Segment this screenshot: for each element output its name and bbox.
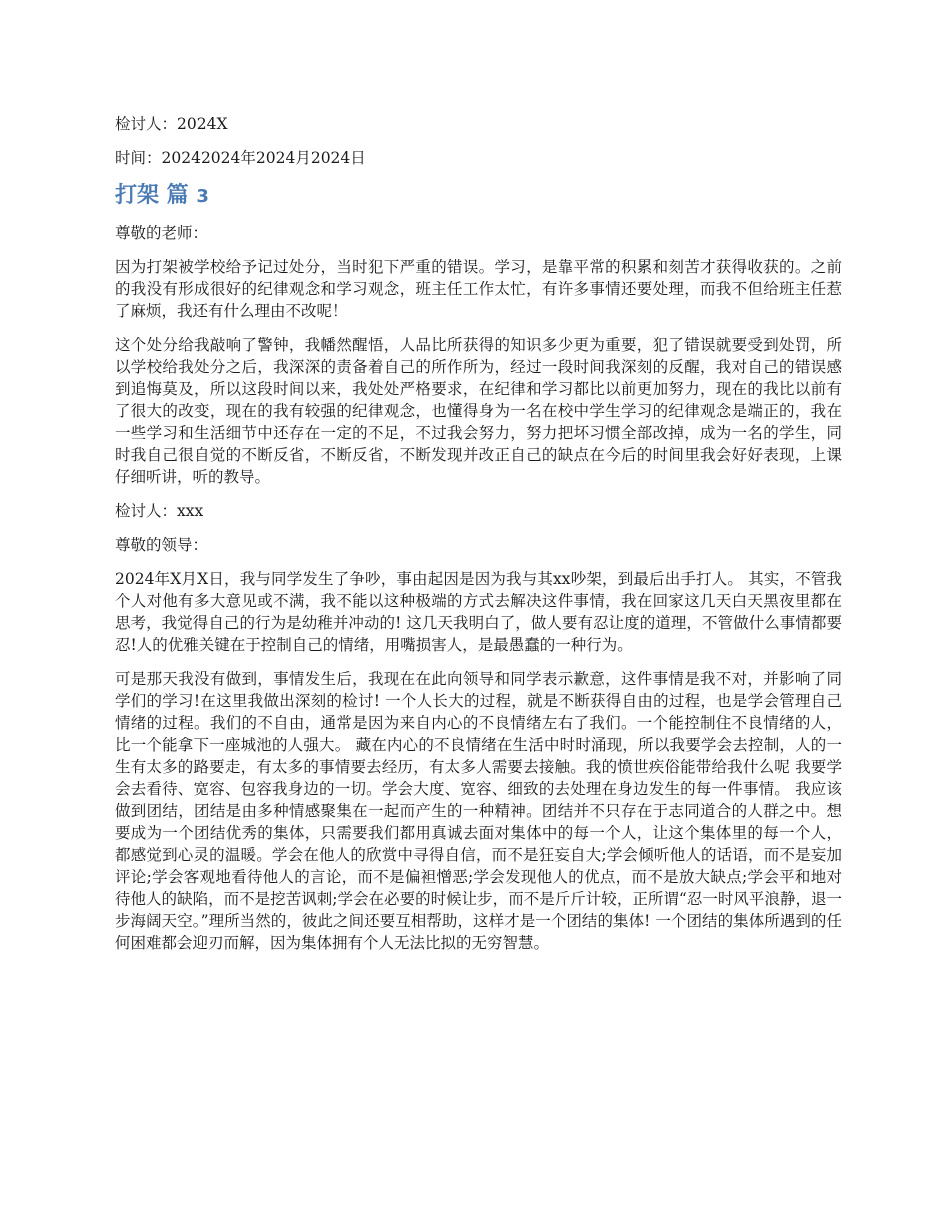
reviewer-line: 检讨人：2024X — [115, 115, 228, 133]
section-title: 打架 篇 — [115, 183, 189, 208]
section-heading — [115, 181, 842, 212]
leader-salutation: 尊敬的领导： — [115, 536, 209, 554]
leader-letter-paragraph-1: 2024年X月X日，我与同学发生了争吵，事由起因是因为我与其xx吵架，到最后出手打人。 其实，不管我个人对他有多大意见或不满，我不能以这种极端的方式去解决这件事情，我在回家这几天白天黑夜里都在思考，我觉得自己的行为是幼稚并冲动的! 这几天我明白了，做人要有忍让度的道理，不管做什么事情都要忍!人的优雅关键在于控制自己的情绪，用嘴损害人，是最愚蠢的一种行为。 — [115, 570, 842, 654]
date-line: 时间：20242024年2024月2024日 — [115, 149, 366, 167]
document-page — [115, 113, 842, 966]
teacher-letter-paragraph-2: 这个处分给我敲响了警钟，我幡然醒悟，人品比所获得的知识多少更为重要，犯了错误就要受到处罚，所以学校给我处分之后，我深深的责备着自己的所作所为，经过一段时间我深刻的反醒，我对自己的错误感到追悔莫及，所以这段时间以来，我处处严格要求，在纪律和学习都比以前更加努力，现在的我比以前有了很大的改变，现在的我有较强的纪律观念，也懂得身为一名在校中学生学习的纪律观念是端正的，我在一些学习和生活细节中还存在一定的不足，不过我会努力，努力把坏习惯全部改掉，成为一名的学生，同时我自己很自觉的不断反省，不断反省，不断发现并改正自己的缺点在今后的时间里我会好好表现，上课仔细听讲，听的教导。 — [115, 336, 842, 486]
leader-letter-paragraph-2: 可是那天我没有做到，事情发生后，我现在在此向领导和同学表示歉意，这件事情是我不对，并影响了同学们的学习!在这里我做出深刻的检讨! 一个人长大的过程，就是不断获得自由的过程，也是学会管理自己情绪的过程。我们的不自由，通常是因为来自内心的不良情绪左右了我们。一个能控制住不良情绪的人，比一个能拿下一座城池的人强大。 藏在内心的不良情绪在生活中时时涌现，所以我要学会去控制，人的一生有太多的路要走，有太多的事情要去经历，有太多人需要去接触。我的愤世疾俗能带给我什么呢 我要学会去看待、宽容、包容我身边的一切。学会大度、宽容、细致的去处理在身边发生的每一件事情。 我应该做到团结，团结是由多种情感聚集在一起而产生的一种精神。团结并不只存在于志同道合的人群之中。想要成为一个团结优秀的集体，只需要我们都用真诚去面对集体中的每一个人，让这个集体里的每一个人，都感觉到心灵的温暖。学会在他人的欣赏中寻得自信，而不是狂妄自大;学会倾听他人的话语，而不是妄加评论;学会客观地看待他人的言论，而不是偏袒憎恶;学会发现他人的优点，而不是放大缺点;学会平和地对待他人的缺陷，而不是挖苦讽刺;学会在必要的时候让步，而不是斤斤计较，正所谓“忍一时风平浪静，退一步海阔天空。”理所当然的，彼此之间还要互相帮助，这样才是一个团结的集体! 一个团结的集体所遇到的任何困难都会迎刃而解，因为集体拥有个人无法比拟的无穷智慧。 — [115, 670, 842, 952]
teacher-letter-paragraph-1: 因为打架被学校给予记过处分，当时犯下严重的错误。学习，是靠平常的积累和刻苦才获得收获的。之前的我没有形成很好的纪律观念和学习观念，班主任工作太忙，有许多事情还要处理，而我不但给班主任惹了麻烦，我还有什么理由不改呢！ — [115, 258, 842, 320]
reviewer-signature: 检讨人：xxx — [115, 502, 204, 520]
teacher-salutation: 尊敬的老师： — [115, 224, 209, 242]
section-number: 3 — [196, 186, 209, 207]
